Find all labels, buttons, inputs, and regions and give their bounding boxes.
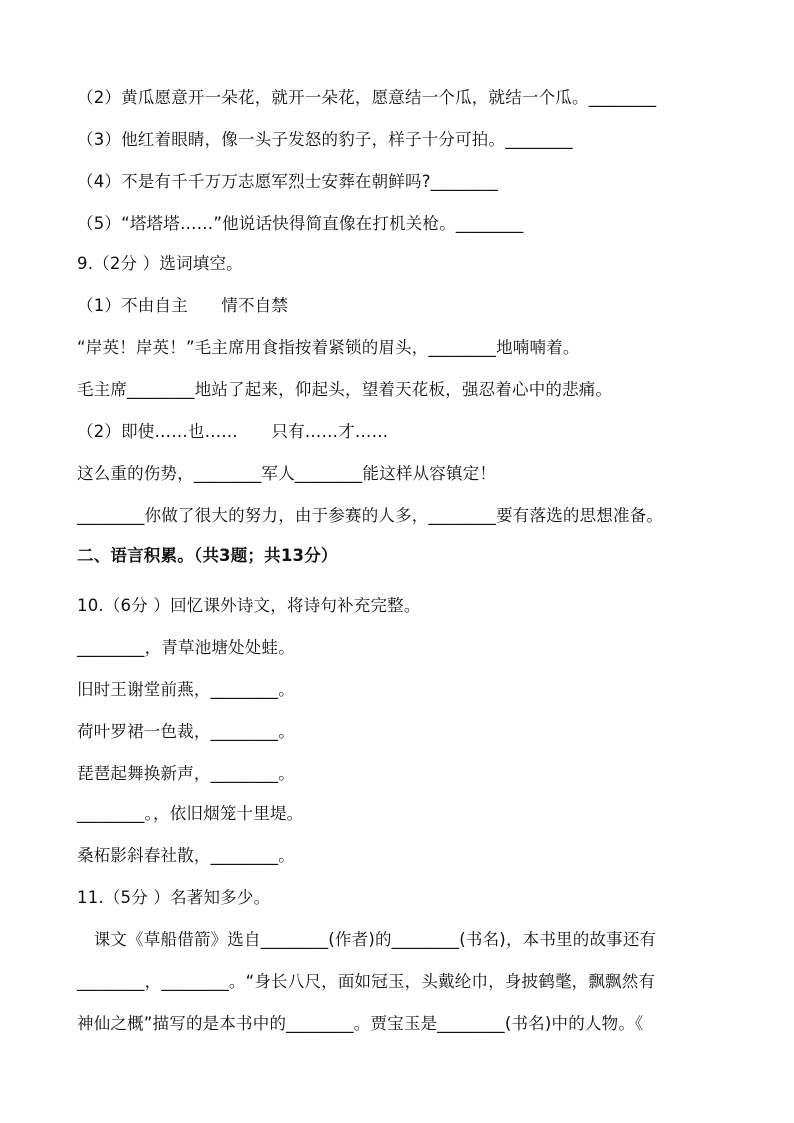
q11-header: 11.（5分 ）名著知多少。 [77, 888, 271, 907]
q10-poem-line-5: ________。，依旧烟笼十里堤。 [77, 804, 304, 823]
q10-poem-line-4: 琵琶起舞换新声，________。 [77, 764, 295, 783]
q10-poem-line-1: ________，青草池塘处处蛙。 [77, 638, 295, 657]
q9-sentence-4: ________你做了很大的努力，由于参赛的人多，________要有落选的思想准备。 [77, 506, 664, 525]
q8-item-4: （4）不是有千千万万志愿军烈士安葬在朝鲜吗?________ [77, 172, 499, 191]
q8-item-2: （2）黄瓜愿意开一朵花，就开一朵花，愿意结一个瓜，就结一个瓜。________ [77, 88, 657, 107]
section-2-heading: 二、语言积累。（共3题；共13分） [77, 546, 338, 565]
q11-paragraph-line-2: ________，________。“身长八尺，面如冠玉，头戴纶巾，身披鹤氅，飘飘然有 [77, 972, 656, 991]
q10-poem-line-2: 旧时王谢堂前燕，________。 [77, 680, 295, 699]
q11-paragraph-line-1: 课文《草船借箭》选自________(作者)的________(书名)，本书里的故事还有 [77, 930, 657, 949]
q9-part-2-words: （2）即使……也…… 只有……才…… [77, 422, 389, 441]
q9-sentence-1: “岸英！岸英！”毛主席用食指按着紧锁的眉头，________地喃喃着。 [77, 338, 580, 357]
q9-sentence-3: 这么重的伤势，________军人________能这样从容镇定！ [77, 464, 497, 483]
q10-header: 10.（6分 ）回忆课外诗文，将诗句补充完整。 [77, 596, 421, 615]
q10-poem-line-3: 荷叶罗裙一色裁，________。 [77, 722, 295, 741]
q9-header: 9.（2分 ）选词填空。 [77, 254, 243, 273]
q9-sentence-2: 毛主席________地站了起来，仰起头，望着天花板，强忍着心中的悲痛。 [77, 380, 613, 399]
q8-item-3: （3）他红着眼睛，像一头子发怒的豹子，样子十分可拍。________ [77, 130, 573, 149]
q8-item-5: （5）“塔塔塔……”他说话快得简直像在打机关枪。________ [77, 214, 524, 233]
q9-part-1-words: （1）不由自主 情不自禁 [77, 296, 289, 315]
q10-poem-line-6: 桑柘影斜春社散，________。 [77, 846, 295, 865]
q11-paragraph-line-3: 神仙之概”描写的是本书中的________。贾宝玉是________(书名)中的人物。《 [77, 1014, 644, 1033]
